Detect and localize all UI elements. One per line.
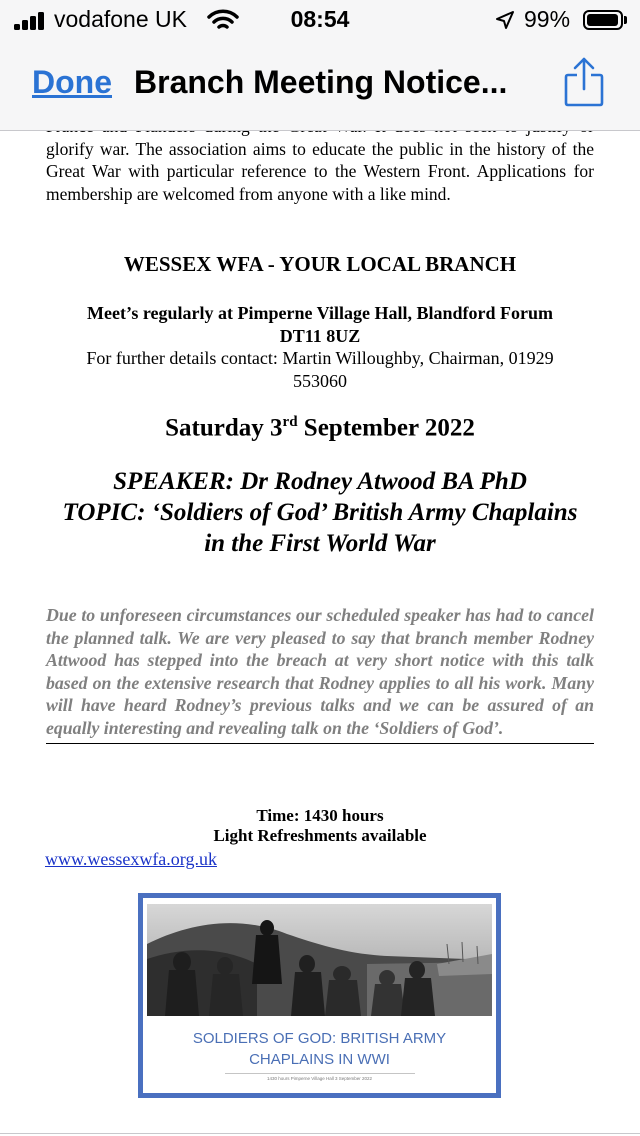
notice-paragraph: Due to unforeseen circumstances our scheduled speaker has had to cancel the planned talk. We are very pleased to say that branch member Rodney Attwood has stepped into the breach at very short notice with this talk based on the extensive research that Rodney applies to all his work. Many will have heard Rodney’s previous talks and we can be assured of an equally interesting and revealing talk on the ‘Soldiers of God’.: [46, 604, 594, 744]
battery-icon: [583, 10, 623, 30]
contact-details: [0, 347, 640, 393]
meeting-location: [0, 302, 640, 348]
image-caption: 1430 hours Pimperne Village Hall 3 September 2022: [267, 1076, 372, 1081]
date-suffix: rd: [282, 414, 298, 430]
status-bar: [0, 0, 640, 40]
share-icon[interactable]: [563, 57, 605, 107]
image-divider: [225, 1073, 415, 1074]
website-link[interactable]: www.wessexwfa.org.uk: [45, 849, 217, 869]
soldiers-photo: [147, 904, 492, 1016]
contact-line2: 553060: [293, 371, 347, 391]
time-info: [0, 806, 640, 846]
page-title: Branch Meeting Notice...: [134, 64, 508, 100]
date-rest: September 2022: [297, 414, 475, 442]
image-title: [143, 1028, 496, 1070]
top-bar: [0, 0, 640, 131]
branch-heading: WESSEX WFA - YOUR LOCAL BRANCH: [123, 252, 517, 276]
clock: 08:54: [290, 6, 350, 32]
battery-percent: 99%: [524, 6, 571, 32]
battery-cap: [624, 16, 627, 24]
image-title-line1: SOLDIERS OF GOD: BRITISH ARMY: [192, 1030, 447, 1047]
intro-paragraph: glorify war. The association aims to educate the public in the history of the Great War with particular reference to the Western Front. Applications for membership are welcomed from anyone with a like mind.: [46, 138, 594, 204]
done-button[interactable]: Done: [32, 64, 112, 100]
meeting-location-line2: DT11 8UZ: [279, 326, 361, 346]
topic-line1: TOPIC: ‘Soldiers of God’ British Army Chaplains: [62, 499, 578, 526]
contact-line1: For further details contact: Martin Willoughby, Chairman, 01929: [86, 348, 554, 368]
speaker-topic: [0, 466, 640, 559]
topic-line2: in the First World War: [204, 530, 436, 557]
image-title-line2: CHAPLAINS IN WWI: [249, 1051, 390, 1068]
location-arrow-icon: [494, 9, 516, 31]
date-prefix: Saturday 3: [165, 414, 283, 442]
meeting-date: [0, 414, 640, 442]
event-image: [138, 893, 501, 1098]
bottom-divider: [0, 1133, 640, 1134]
refreshments-line: Light Refreshments available: [213, 826, 427, 845]
carrier-name: vodafone UK: [54, 6, 187, 32]
time-line: Time: 1430 hours: [256, 806, 384, 825]
speaker-line: SPEAKER: Dr Rodney Atwood BA PhD: [113, 468, 527, 495]
meeting-location-line1: Meet’s regularly at Pimperne Village Hall, Blandford Forum: [87, 303, 553, 323]
